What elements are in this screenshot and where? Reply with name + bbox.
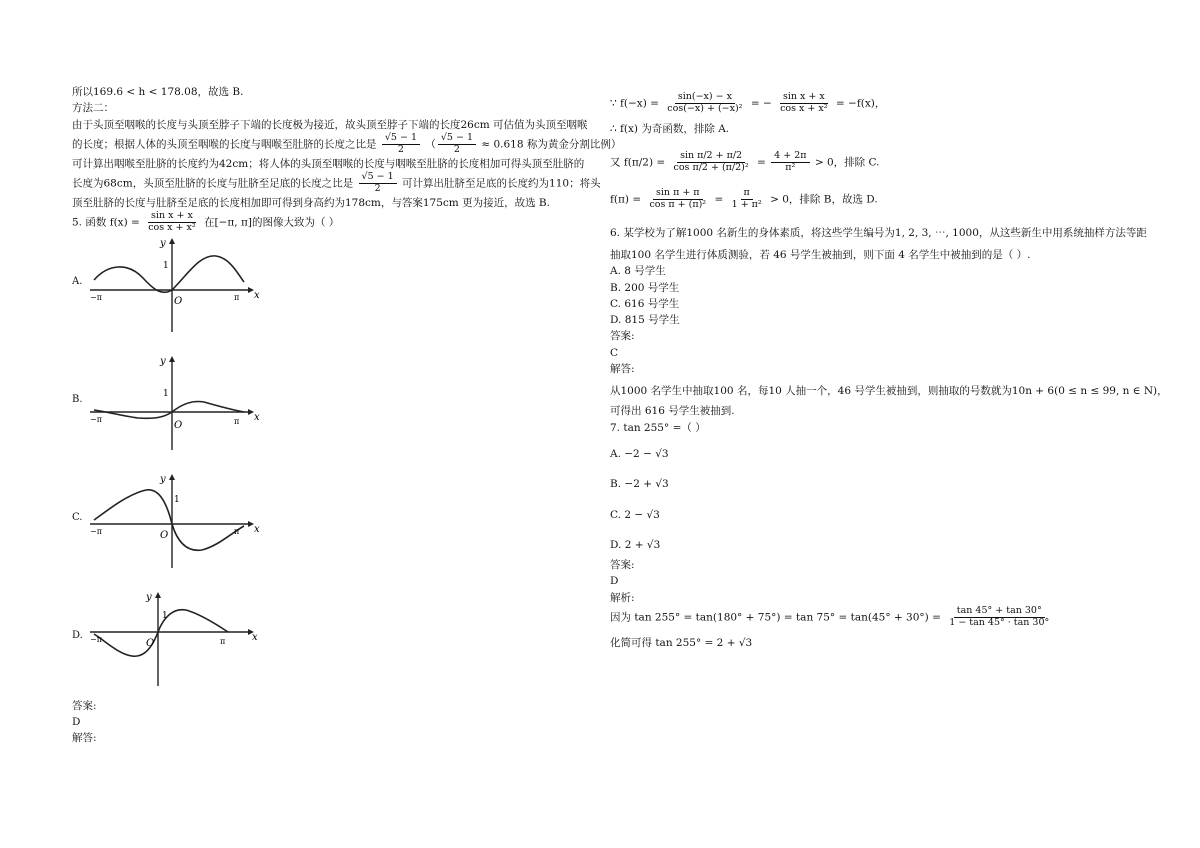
tick-neg-pi: −π: [90, 634, 102, 644]
y-label: y: [160, 237, 166, 249]
y-axis-arrow: [169, 356, 175, 362]
left-column: [72, 84, 622, 747]
q6-answer-label: 答案:: [610, 330, 635, 343]
option-a-graph: [72, 234, 594, 352]
x-label: x: [254, 411, 260, 423]
q5-function-fraction: $\frac{\text{sin x + x}}{\text{cos x + x²}}$: [148, 210, 196, 233]
f-half-pi-line: 又 f(π/2) = $\frac{\text{sin π/2 + π/2}}{\text{cos π/2 + (π/2)²}}$ = $\frac{4 + 2\pi}{\text{π²}}$ > 0，排除 C.: [610, 150, 880, 174]
tick-pi: π: [220, 636, 226, 646]
tick-pi: π: [234, 526, 240, 536]
origin: O: [146, 637, 155, 649]
option-b-label: B.: [72, 393, 83, 405]
q6-solution-line-2: 可得出 616 号学生被抽到.: [610, 405, 735, 418]
tick-one: 1: [163, 388, 169, 399]
x-label: x: [252, 631, 258, 643]
golden-ratio-fraction-2: $\frac{√5 - 1}{2}$: [438, 133, 476, 156]
conclusion-line: 所以169.6 < h < 178.08，故选 B.: [72, 86, 244, 98]
q6-solution-line-1: 从1000 名学生中抽取100 名，每10 人抽一个，46 号学生被抽到，则抽取的号数就为10n + 6(0 ≤ n ≤ 99, n ∈ N)，: [610, 385, 1168, 398]
curve-d: [94, 610, 228, 657]
y-label: y: [160, 355, 166, 367]
option-d-label: D.: [72, 629, 83, 641]
q6-answer: C: [610, 346, 619, 359]
q7-answer-label: 答案:: [610, 559, 635, 572]
q7-final-line: 化简可得 tan 255° = 2 + √3: [610, 636, 753, 649]
q7-option-d: D. 2 + √3: [610, 538, 661, 551]
curve-c: [94, 490, 244, 551]
option-c-graph: [72, 470, 594, 588]
q5-answer-label: 答案:: [72, 699, 97, 712]
exclude-a-line: ∴ f(x) 为奇函数，排除 A.: [610, 122, 730, 135]
origin: O: [174, 419, 183, 431]
graph-d-plot: [88, 588, 258, 688]
q7-answer: D: [610, 575, 619, 588]
tick-one: 1: [174, 494, 180, 505]
option-a-label: A.: [72, 275, 83, 287]
golden-ratio-fraction-3: $\frac{√5 - 1}{2}$: [359, 172, 397, 195]
curve-a: [94, 256, 244, 292]
y-label: y: [160, 473, 166, 485]
q6-option-c: C. 616 号学生: [610, 297, 680, 310]
question-6-line-1: 6. 某学校为了解1000 名新生的身体素质，将这些学生编号为1, 2, 3, ⋯, 1000，从这些新生中用系统抽样方法等距: [610, 226, 1147, 239]
tick-neg-pi: −π: [90, 414, 102, 424]
para-line-5: 顶至肚脐的长度与肚脐至足底的长度相加即可得到身高约为178cm，与答案175cm 更为接近，故选 B.: [72, 196, 550, 209]
tick-neg-pi: −π: [90, 526, 102, 536]
x-label: x: [254, 523, 260, 535]
y-axis-arrow: [169, 474, 175, 480]
q5-solution-label: 解答:: [72, 732, 97, 745]
q5-answer: D: [72, 716, 81, 729]
q7-option-a: A. −2 − √3: [610, 447, 669, 460]
f-pi-line: f(π) = $\frac{\text{sin π + π}}{\text{cos π + (π)²}}$ = $\frac{\pi}{\text{1 + π²}}$ > 0，排除 B，故选 D.: [610, 186, 878, 210]
question-7: 7. tan 255° =（ ）: [610, 421, 706, 434]
para-line-2: 的长度；根据人体的头顶至咽喉的长度与咽喉至肚脐的长度之比是 $\frac{√5 - 1}{2}$ （ $\frac{√5 - 1}{2}$ ≈ 0.618 称为黄金分割比例）: [72, 131, 622, 155]
option-b-graph: [72, 352, 594, 470]
option-d-graph: [72, 588, 594, 706]
curve-b: [94, 401, 244, 418]
tick-one: 1: [162, 610, 168, 621]
right-column: [610, 91, 1168, 651]
x-label: x: [254, 289, 260, 301]
method-two-heading: 方法二：: [72, 102, 114, 115]
q6-solution-label: 解答:: [610, 362, 635, 375]
q7-option-b: B. −2 + √3: [610, 478, 669, 491]
para-line-4: 长度为68cm，头顶至肚脐的长度与肚脐至足底的长度之比是 $\frac{√5 - 1}{2}$ 可计算出肚脐至足底的长度约为110；将头: [72, 170, 601, 194]
q7-solution-line: 因为 tan 255° = tan(180° + 75°) = tan 75° = tan(45° + 30°) = $\frac{\tan 45^\circ + \tan 30^\circ}{1 - \tan 45^\circ \cdot \tan 30^\circ}$: [610, 604, 1050, 628]
odd-function-line: ∵ f(−x) = $\frac{\sin(-x) - x}{\text{cos(−x) + (−x)²}}$ = − $\frac{\text{sin x + x}}{\text{cos x + x²}}$ = −f(x)，: [610, 91, 886, 114]
origin: O: [174, 295, 183, 307]
graph-a-plot: [88, 234, 258, 334]
question-6-line-2: 抽取100 名学生进行体质测验，若 46 号学生被抽到，则下面 4 名学生中被抽到的是（ ）.: [610, 249, 1031, 262]
q7-solution-label: 解析:: [610, 591, 635, 604]
y-axis-arrow: [155, 592, 161, 598]
tick-one: 1: [163, 260, 169, 271]
graph-b-plot: [88, 352, 258, 452]
y-axis-arrow: [169, 238, 175, 244]
q7-option-c: C. 2 − √3: [610, 508, 660, 521]
option-c-label: C.: [72, 511, 83, 523]
graph-c-plot: [88, 470, 258, 570]
y-label: y: [146, 591, 152, 603]
q6-option-b: B. 200 号学生: [610, 281, 680, 294]
origin: O: [160, 529, 169, 541]
tick-pi: π: [234, 292, 240, 302]
tick-neg-pi: −π: [90, 292, 102, 302]
question-5: 5. 函数 f(x) = $\frac{\text{sin x + x}}{\text{cos x + x²}}$ 在[−π, π]的图像大致为（ ）: [72, 210, 340, 233]
tick-pi: π: [234, 416, 240, 426]
para-line-1: 由于头顶至咽喉的长度与头顶至脖子下端的长度极为接近，故头顶至脖子下端的长度26cm 可估值为头顶至咽喉: [72, 118, 588, 131]
q6-option-d: D. 815 号学生: [610, 314, 680, 327]
q6-option-a: A. 8 号学生: [610, 265, 666, 278]
para-line-3: 可计算出咽喉至肚脐的长度约为42cm；将人体的头顶至咽喉的长度与咽喉至肚脐的长度相加可得头顶至肚脐的: [72, 157, 585, 170]
golden-ratio-fraction: $\frac{√5 - 1}{2}$: [382, 133, 420, 156]
